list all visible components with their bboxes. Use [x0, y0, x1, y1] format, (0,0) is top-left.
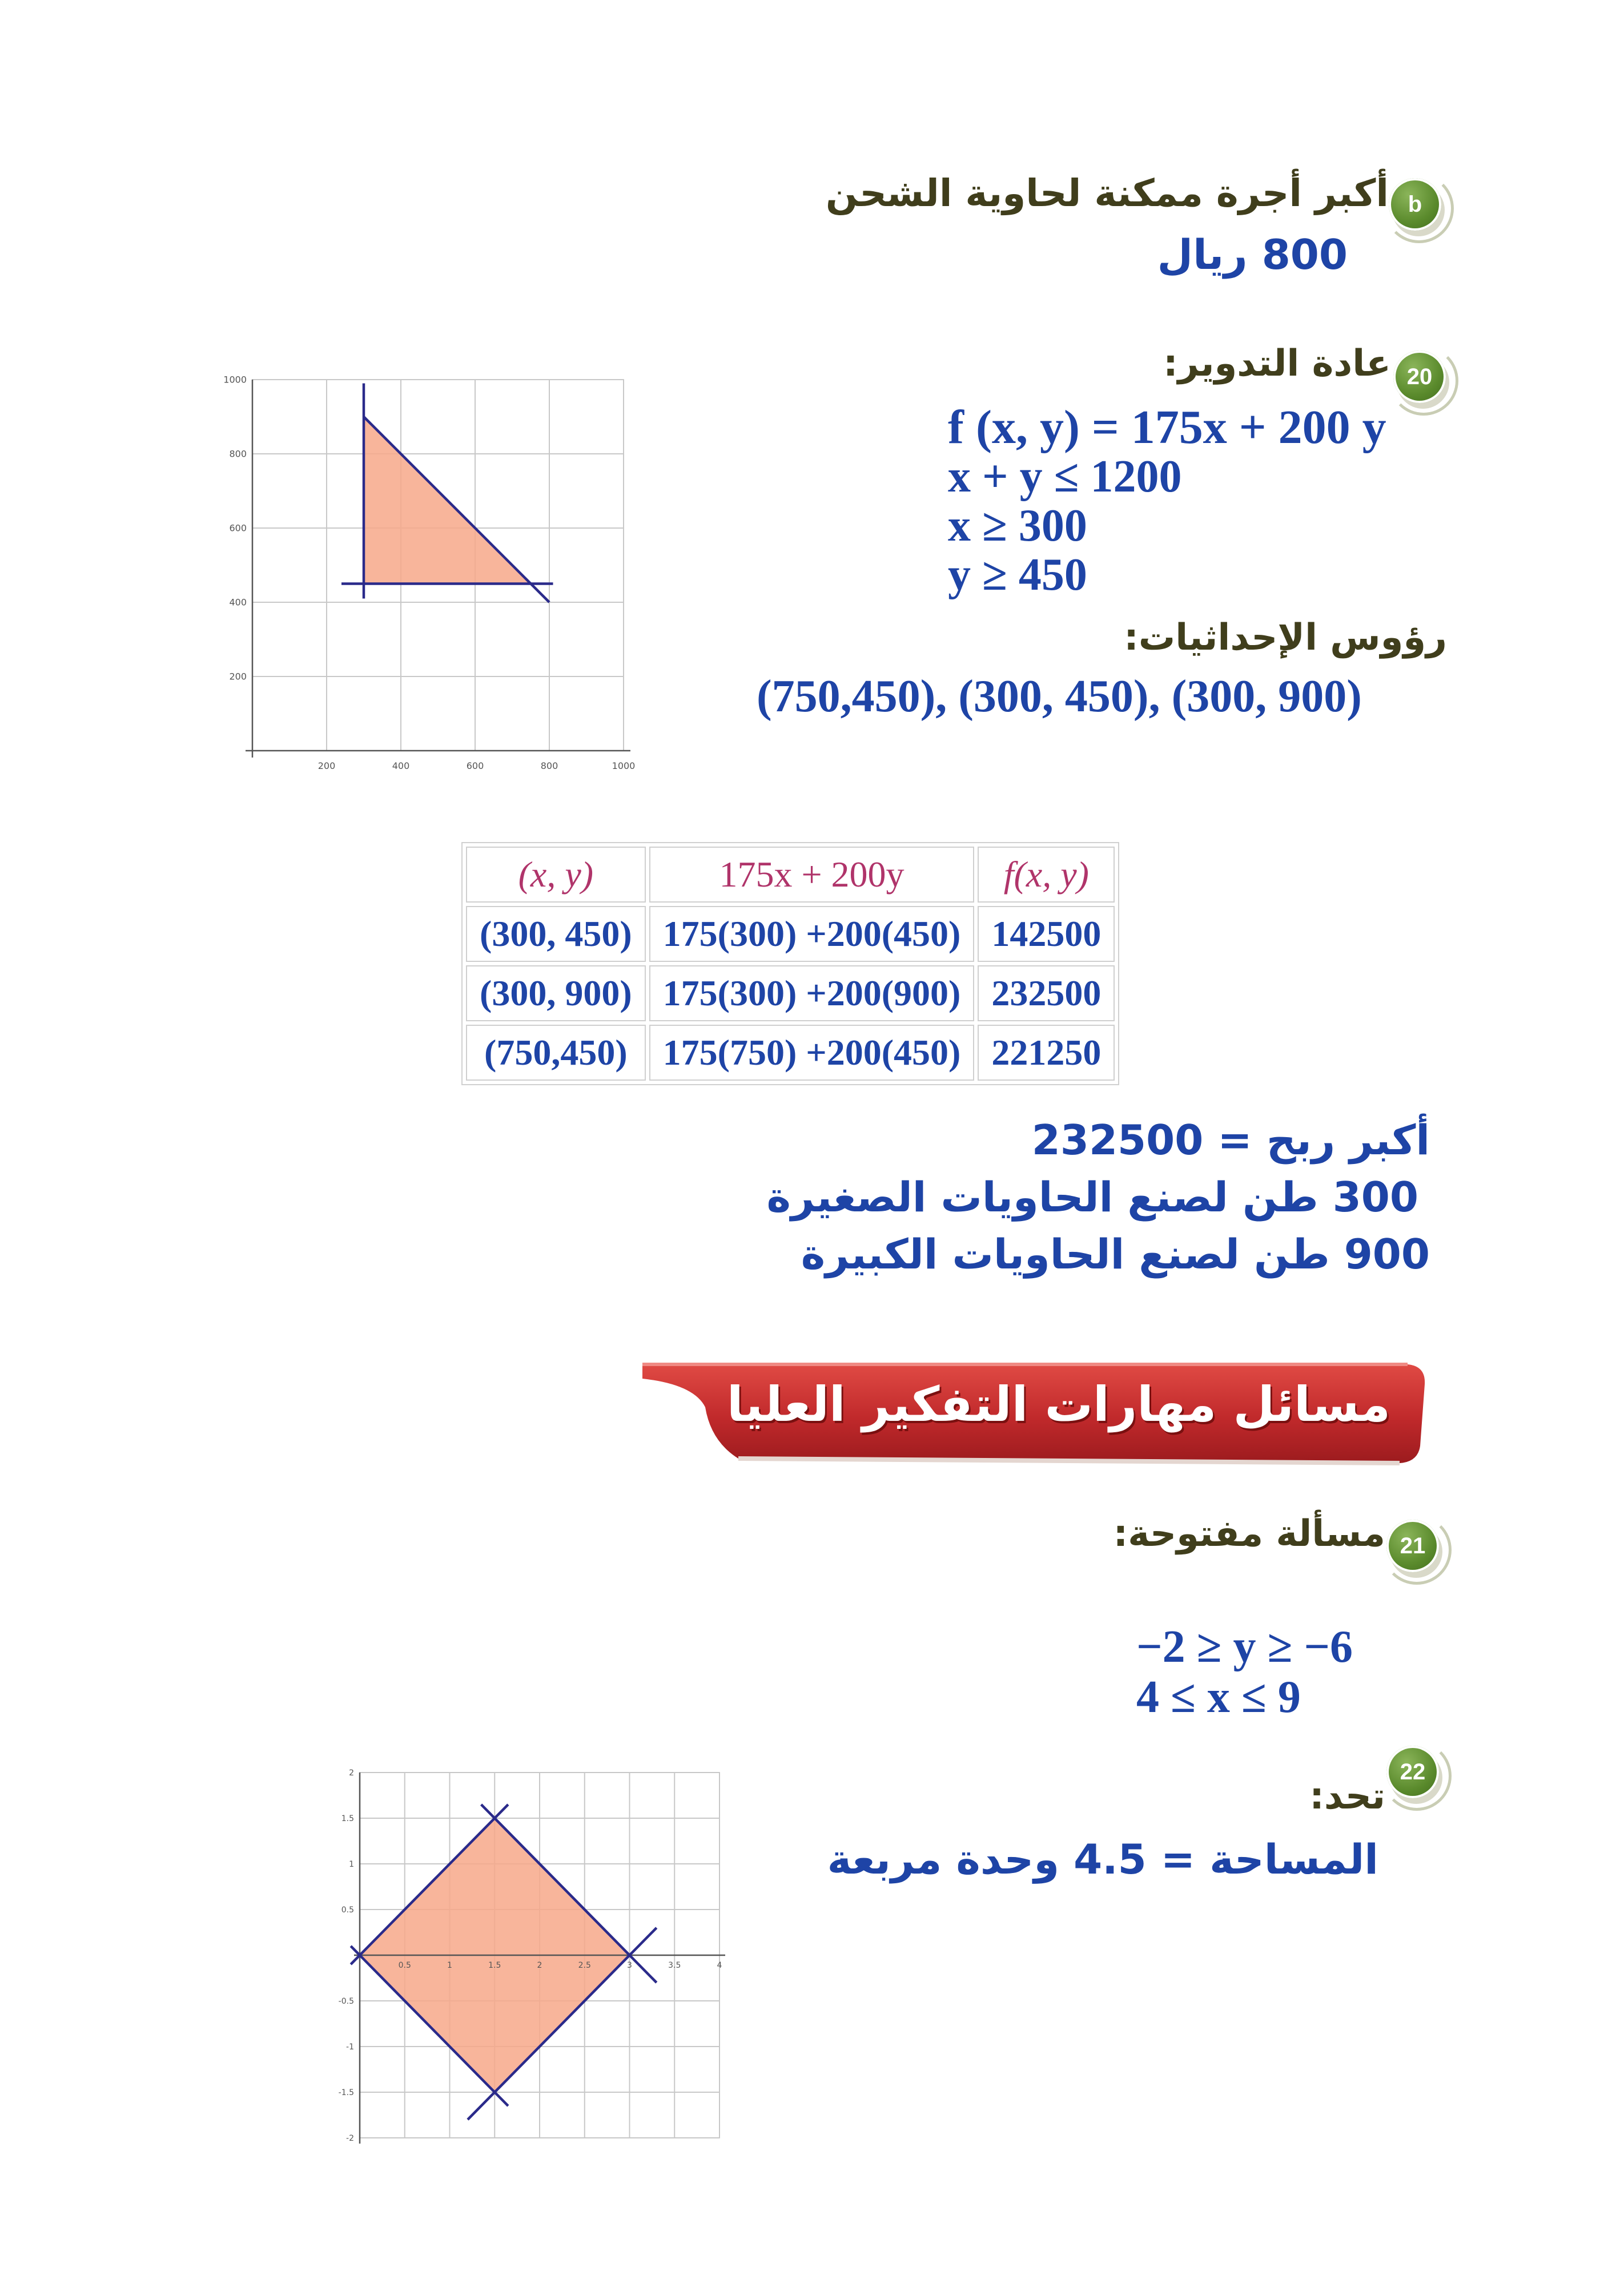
feasible-region-graph-2	[320, 1758, 754, 2169]
table-header-row	[466, 847, 1115, 903]
badge-21: 21	[1386, 1520, 1439, 1572]
inequality-x: 4 ≤ x ≤ 9	[1136, 1672, 1301, 1722]
table-row	[466, 906, 1115, 962]
heading-b: أكبر أجرة ممكنة لحاوية الشحن	[825, 171, 1389, 215]
table-header-value: f(x, y)	[978, 847, 1115, 903]
heading-21: مسألة مفتوحة:	[1113, 1513, 1385, 1555]
x-tick-label: 600	[466, 760, 484, 771]
y-tick-label: 600	[229, 522, 247, 534]
x-tick-label: 3	[627, 1961, 632, 1970]
y-tick-label: -0.5	[338, 1996, 354, 2006]
y-tick-label: 800	[229, 448, 247, 460]
y-tick-label: -1.5	[338, 2088, 354, 2097]
x-tick-label: 1	[447, 1961, 452, 1970]
table-header-expression: 175x + 200y	[649, 847, 975, 903]
y-tick-label: 1.5	[341, 1814, 354, 1823]
table-cell-point: (300, 450)	[466, 906, 646, 962]
heading-22: تحد:	[1309, 1775, 1385, 1818]
badge-b: b	[1389, 178, 1441, 231]
table-cell-value: 232500	[978, 965, 1115, 1021]
y-tick-label: 1	[349, 1859, 354, 1869]
constraint-sum: x + y ≤ 1200	[948, 452, 1182, 502]
area-answer: المساحة = 4.5 وحدة مربعة	[827, 1835, 1378, 1883]
objective-function: f (x, y) = 175x + 200 y	[948, 401, 1386, 454]
table-row	[466, 965, 1115, 1021]
y-tick-label: 200	[229, 671, 247, 682]
table-cell-expression: 175(300) +200(900)	[649, 965, 975, 1021]
y-tick-label: 400	[229, 597, 247, 608]
vertices-list: (750,450), (300, 450), (300, 900)	[757, 671, 1362, 722]
x-tick-label: 400	[392, 760, 410, 771]
heading-20: عادة التدوير:	[1163, 343, 1391, 385]
inequality-y: −2 ≥ y ≥ −6	[1136, 1622, 1353, 1672]
table-cell-point: (300, 900)	[466, 965, 646, 1021]
x-tick-label: 200	[317, 760, 336, 771]
y-tick-label: 1000	[223, 374, 247, 385]
x-tick-label: 800	[540, 760, 558, 771]
constraint-y: y ≥ 450	[948, 550, 1087, 600]
small-containers-line: 300 طن لصنع الحاويات الصغيرة	[766, 1173, 1418, 1221]
max-profit-line: أكبر ربح = 232500	[1031, 1116, 1430, 1164]
x-tick-label: 2.5	[578, 1961, 591, 1970]
table-cell-value: 142500	[978, 906, 1115, 962]
vertex-evaluation-table	[461, 842, 1119, 1085]
vertices-heading: رؤوس الإحداثيات:	[1124, 617, 1447, 659]
table-cell-expression: 175(750) +200(450)	[649, 1025, 975, 1081]
feasible-region-graph-1	[211, 365, 657, 788]
x-tick-label: 2	[537, 1961, 542, 1970]
table-cell-expression: 175(300) +200(450)	[649, 906, 975, 962]
answer-b: 800 ريال	[1157, 231, 1348, 279]
large-containers-line: 900 طن لصنع الحاويات الكبيرة	[801, 1230, 1430, 1278]
x-tick-label: 0.5	[398, 1961, 411, 1970]
vertex-evaluation-table-wrap	[461, 842, 1119, 1085]
y-tick-label: 0.5	[341, 1905, 354, 1915]
x-tick-label: 1.5	[488, 1961, 501, 1970]
constraint-x: x ≥ 300	[948, 501, 1087, 551]
table-cell-value: 221250	[978, 1025, 1115, 1081]
x-tick-label: 3.5	[668, 1961, 681, 1970]
section-banner	[642, 1362, 1430, 1467]
badge-20: 20	[1393, 351, 1446, 403]
table-header-point: (x, y)	[466, 847, 646, 903]
x-tick-label: 4	[717, 1961, 722, 1970]
y-tick-label: 2	[349, 1768, 354, 1778]
table-cell-point: (750,450)	[466, 1025, 646, 1081]
badge-22: 22	[1386, 1746, 1439, 1798]
banner-title: مسائل مهارات التفكير العليا	[726, 1376, 1390, 1432]
table-row	[466, 1025, 1115, 1081]
x-tick-label: 1000	[612, 760, 636, 771]
y-tick-label: -2	[346, 2133, 354, 2143]
y-tick-label: -1	[346, 2042, 354, 2052]
